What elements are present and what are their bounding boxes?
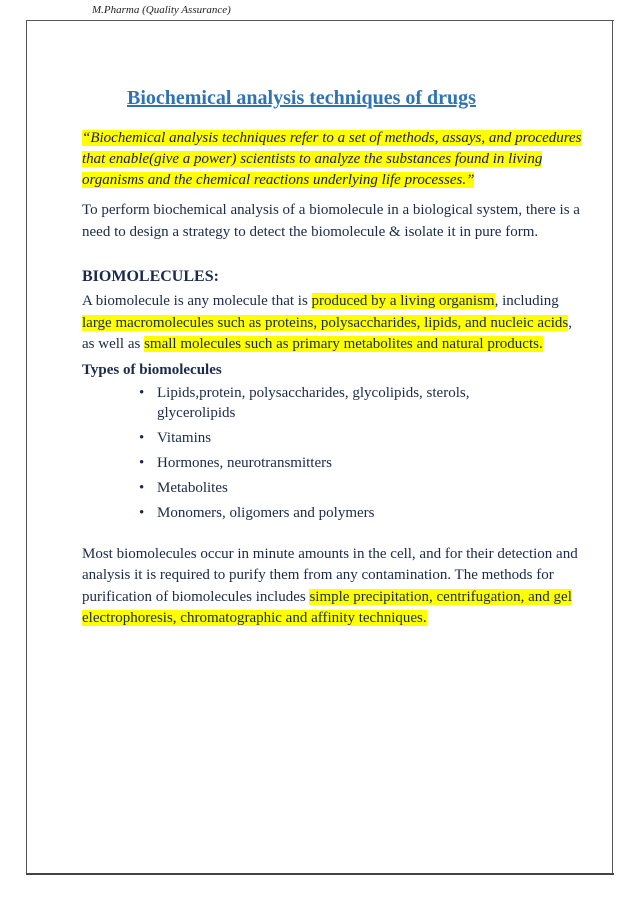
purification-paragraph — [82, 544, 582, 630]
running-header: M.Pharma (Quality Assurance) — [92, 4, 231, 16]
quote-highlight: “Biochemical analysis techniques refer to a set of methods, assays, and procedures that enable(give a power) scientists to analyze the substances found in living organisms and the chemical reactions underlying life processes.” — [82, 130, 582, 188]
list-item — [139, 453, 492, 473]
list-item — [139, 503, 492, 523]
text-run: A biomolecule is any molecule that is — [82, 293, 312, 309]
highlight-small-molecules: small molecules such as primary metabolites and natural products. — [144, 336, 543, 352]
types-heading: Types of biomolecules — [82, 361, 222, 378]
bullet-icon: • — [139, 454, 145, 471]
text-run: , including — [494, 293, 559, 309]
list-item-text: Monomers, oligomers and polymers — [157, 504, 375, 521]
definition-quote — [82, 128, 582, 191]
list-item — [139, 383, 492, 423]
page-title: Biochemical analysis techniques of drugs — [127, 87, 476, 109]
list-item-text: Hormones, neurotransmitters — [157, 454, 332, 471]
page-bottom-rule — [26, 873, 614, 875]
bullet-icon: • — [139, 384, 145, 401]
list-item — [139, 478, 492, 498]
list-item — [139, 428, 492, 448]
page-content — [82, 88, 582, 630]
bullet-icon: • — [139, 504, 145, 521]
list-item-text: Vitamins — [157, 429, 212, 446]
highlight-living-organism: produced by a living organism — [311, 293, 495, 309]
biomolecules-heading: BIOMOLECULES: — [82, 268, 219, 285]
list-item-text: Lipids,protein, polysaccharides, glycolipids, sterols, glycerolipids — [157, 384, 470, 421]
text-run: , as well as — [82, 314, 572, 352]
types-list — [82, 383, 582, 523]
biomolecules-paragraph — [82, 291, 582, 356]
bullet-icon: • — [139, 479, 145, 496]
highlight-purification-methods: simple precipitation, centrifugation, and gel electrophoresis, chromatographic and affinity techniques. — [82, 588, 572, 626]
bullet-icon: • — [139, 429, 145, 446]
highlight-macromolecules: large macromolecules such as proteins, polysaccharides, lipids, and nucleic acids — [82, 314, 569, 331]
text-run: Most biomolecules occur in minute amounts in the cell, and for their detection and analysis it is required to purify them from any contamination. The methods for purification of biomolecules includes — [82, 545, 578, 605]
intro-paragraph: To perform biochemical analysis of a biomolecule in a biological system, there is a need to design a strategy to detect the biomolecule & isolate it in pure form. — [82, 202, 580, 240]
list-item-text: Metabolites — [157, 479, 228, 496]
